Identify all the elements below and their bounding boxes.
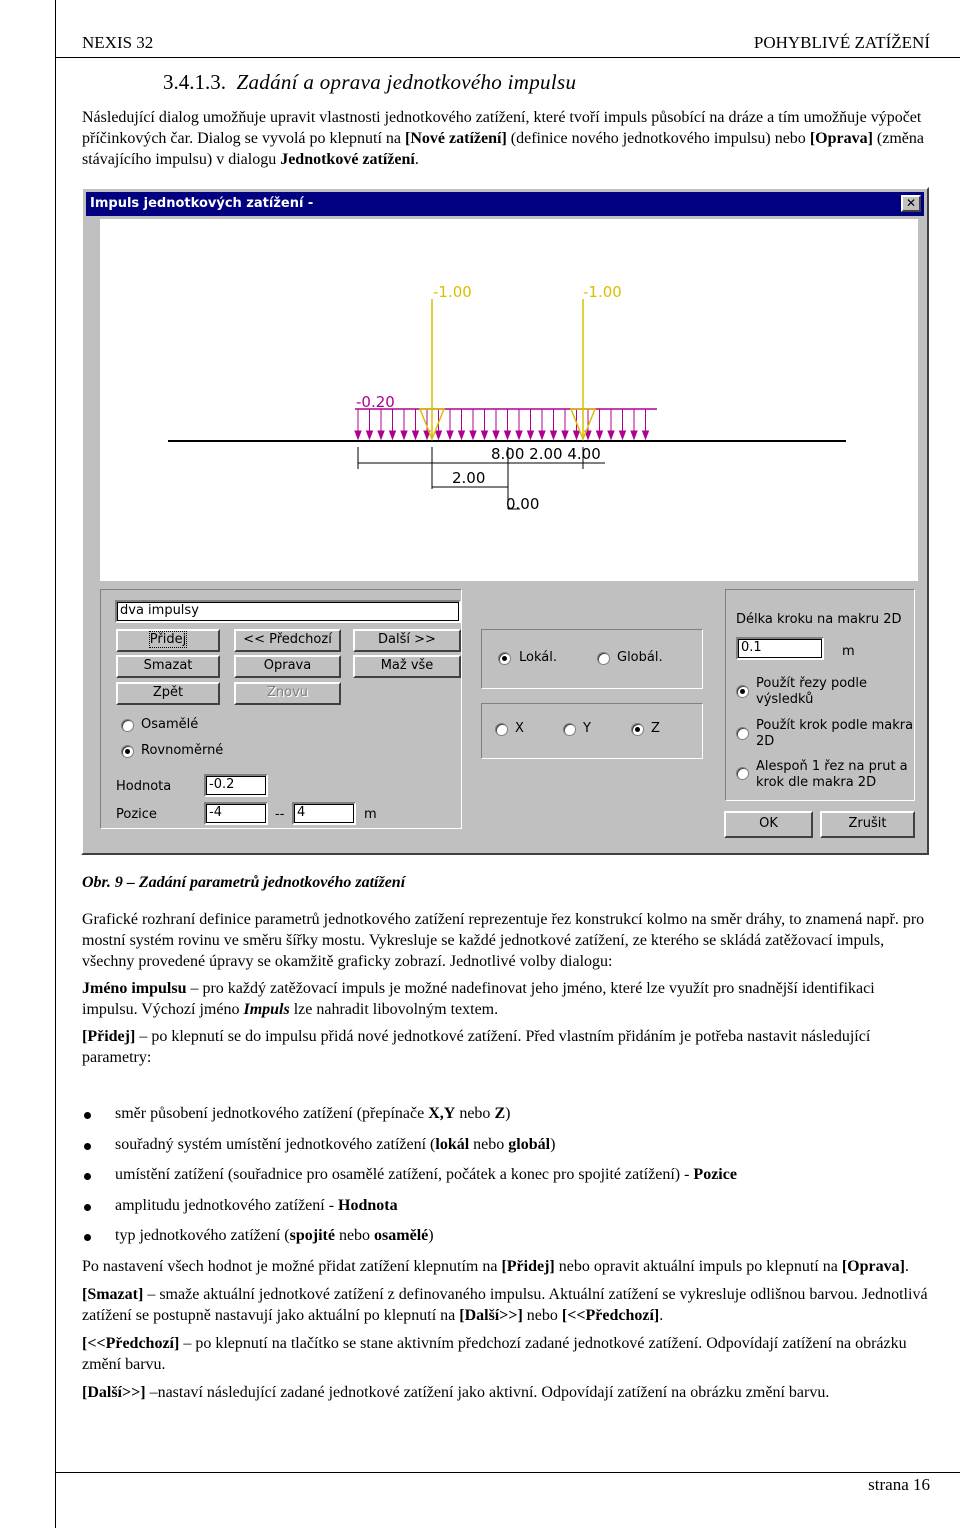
p2-text2: lze nahradit libovolným textem. (289, 1001, 499, 1018)
opt2-line2: 2D (756, 734, 775, 749)
p7-bold: [Další>>] (82, 1384, 146, 1401)
section-heading (163, 70, 576, 95)
header-rule (55, 57, 960, 58)
li1-text3: ) (505, 1105, 511, 1122)
header-left: NEXIS 32 (82, 33, 154, 52)
dir-x-radio[interactable] (495, 723, 508, 736)
position-unit: m (364, 807, 377, 822)
dist-load-arrowhead (470, 431, 476, 439)
dist-load-arrowhead (459, 431, 465, 439)
p5-text: – smaže aktuální jednotkové zatížení z definovaného impulsu. Aktuální zatížení se vykresluje odlišnou barvou. Jednotlivá zatížení se postupně nastavují jako aktuální po klepnutí na (82, 1286, 928, 1324)
paragraph-4 (82, 1256, 932, 1277)
p2-bold-italic: Impuls (243, 1001, 290, 1018)
li5-bold2: osamělé (374, 1227, 429, 1244)
section-title: Zadání a oprava jednotkového impulsu (236, 70, 577, 94)
p5-bold: [Smazat] (82, 1286, 144, 1303)
intro-text: (definice nového jednotkového impulsu) nebo (506, 130, 810, 147)
paragraph-6 (82, 1333, 932, 1375)
li5-text2: nebo (334, 1227, 375, 1244)
point-load-2 (571, 299, 595, 439)
dist-load-arrowhead (562, 431, 568, 439)
bullet-4 (84, 1204, 91, 1211)
opt3-line1: Alespoň 1 řez na prut a (756, 759, 908, 774)
opt1-line2: výsledků (756, 692, 814, 707)
local-radio[interactable] (498, 652, 511, 665)
use-macro-step-label (756, 718, 913, 750)
impulse-name-input[interactable]: dva impulsy (115, 600, 461, 623)
dist-load-arrowhead (436, 431, 442, 439)
li1-text: směr působení jednotkového zatížení (přepínače (115, 1105, 429, 1122)
load-diagram (100, 219, 918, 581)
uniform-load-radio[interactable] (121, 745, 134, 758)
li4-bold: Hodnota (338, 1197, 398, 1214)
dist-load-arrows (355, 409, 649, 439)
li5-text3: ) (428, 1227, 434, 1244)
close-button[interactable]: ✕ (901, 195, 921, 212)
bullet-2 (84, 1143, 91, 1150)
dist-load-arrowhead (528, 431, 534, 439)
dist-load-arrowhead (574, 431, 580, 439)
p6-bold: [<<Předchozí] (82, 1335, 180, 1352)
value-label: Hodnota (116, 779, 172, 794)
bullet-1 (84, 1112, 91, 1119)
paragraph-7 (82, 1382, 932, 1403)
local-label: Lokál. (519, 650, 557, 665)
use-macro-step-radio[interactable] (736, 727, 749, 740)
coord-system-group (481, 629, 703, 689)
dialog-title: Impuls jednotkových zatížení - (90, 196, 314, 211)
dim-mid-label: 2.00 (452, 469, 486, 487)
previous-button[interactable]: << Předchozí (234, 629, 341, 652)
global-radio[interactable] (597, 652, 610, 665)
body-text-2 (82, 1256, 932, 1403)
dist-load-arrowhead (608, 431, 614, 439)
add-button-label: Přidej (149, 632, 187, 647)
dir-y-radio[interactable] (563, 723, 576, 736)
use-result-cuts-label (756, 676, 867, 708)
li2-text: souřadný systém umístění jednotkového zatížení ( (115, 1136, 436, 1153)
li1-text2: nebo (455, 1105, 495, 1122)
value-input[interactable]: -0.2 (204, 774, 268, 797)
intro-text: . (414, 151, 419, 168)
p4-bold: [Přidej] (501, 1258, 555, 1275)
li5-text: typ jednotkového zatížení ( (115, 1227, 290, 1244)
undo-button[interactable]: Zpět (116, 682, 220, 705)
list-item-3 (115, 1166, 737, 1184)
header-right: POHYBLIVÉ ZATÍŽENÍ (753, 33, 930, 52)
p2-text: – pro každý zatěžovací impuls je možné nadefinovat jeho jméno, které lze využít pro snadnější identifikaci impulsu. Výchozí jméno (82, 980, 875, 1018)
dir-x-label: X (515, 721, 524, 736)
li5-bold: spojité (289, 1227, 335, 1244)
p5-text2: nebo (522, 1307, 562, 1324)
intro-bold: Jednotkové zatížení (280, 151, 415, 168)
bullet-3 (84, 1173, 91, 1180)
paragraph-5 (82, 1284, 932, 1326)
dist-load-arrowhead (631, 431, 637, 439)
load1-label: -1.00 (433, 283, 472, 301)
li2-bold2: globál (508, 1136, 551, 1153)
ok-button[interactable]: OK (724, 811, 813, 838)
single-load-label: Osamělé (141, 717, 199, 732)
li1-bold: X,Y (428, 1105, 456, 1122)
dist-load-arrowhead (355, 431, 361, 439)
p5-bold2: [Další>>] (459, 1307, 523, 1324)
bullet-5 (84, 1234, 91, 1241)
paragraph-3 (82, 1026, 932, 1068)
dist-load-arrowhead (390, 431, 396, 439)
page-number: strana 16 (868, 1475, 930, 1494)
position-label: Pozice (116, 807, 157, 822)
p3-bold: [Přidej] (82, 1028, 136, 1045)
body-text (82, 909, 932, 1075)
min-one-cut-radio[interactable] (736, 767, 749, 780)
list-item-2 (115, 1136, 555, 1154)
dist-load-arrowhead (447, 431, 453, 439)
dist-load-arrowhead (551, 431, 557, 439)
intro-text: Následující dialog umožňuje upravit vlastnosti jednotkového zatížení, které tvoří impuls působící na dráze a tím umožňuje výpočet příčinkových čar. Dialog se vyvolá po klepnutí na (82, 109, 922, 147)
p6-text: – po klepnutí na tlačítko se stane aktivním předchozí zadané jednotkové zatížení. Odpovídají zatížení na obrázku změní barvu. (82, 1335, 907, 1373)
dist-load-arrowhead (516, 431, 522, 439)
list-item-1 (115, 1105, 510, 1123)
page-margin-line (55, 0, 56, 1528)
p7-text: –nastaví následující zadané jednotkové zatížení jako aktivní. Odpovídají zatížení na obrázku změní barvu. (145, 1384, 830, 1401)
opt1-line1: Použít řezy podle (756, 676, 868, 691)
dist-load-arrowhead (378, 431, 384, 439)
dist-load-arrowhead (401, 431, 407, 439)
position-to-input[interactable]: 4 (292, 802, 356, 825)
step-length-input[interactable]: 0.1 (736, 637, 824, 660)
dim-bot-label: 0.00 (506, 495, 540, 513)
single-load-radio[interactable] (121, 719, 134, 732)
dir-y-label: Y (583, 721, 591, 736)
li2-bold: lokál (435, 1136, 470, 1153)
li3-bold: Pozice (693, 1166, 737, 1183)
dist-load-arrowhead (643, 431, 649, 439)
step-length-label: Délka kroku na makru 2D (736, 612, 902, 627)
figure-caption: Obr. 9 – Zadání parametrů jednotkového zatížení (82, 874, 406, 891)
min-one-cut-label (756, 759, 908, 791)
load-preview-canvas (100, 219, 918, 581)
li1-bold2: Z (494, 1105, 506, 1122)
position-from-input[interactable]: -4 (204, 802, 268, 825)
intro-paragraph (82, 107, 932, 170)
p5-bold3: [<<Předchozí] (561, 1307, 660, 1324)
dist-load-arrowhead (482, 431, 488, 439)
dist-load-arrowhead (493, 431, 499, 439)
intro-text: (změna stávajícího impulsu) v dialogu (82, 130, 924, 168)
dist-load-arrowhead (539, 431, 545, 439)
dims-top-label: 8.00 2.00 4.00 (491, 445, 601, 463)
li2-text3: ) (550, 1136, 556, 1153)
add-button[interactable] (116, 629, 220, 652)
opt2-line1: Použít krok podle makra (756, 718, 914, 733)
p5-text3: . (659, 1307, 664, 1324)
section-number: 3.4.1.3. (163, 70, 226, 94)
intro-bold: [Nové zatížení] (405, 130, 507, 147)
p4-text2: nebo opravit aktuální impuls po klepnutí na (554, 1258, 842, 1275)
delete-button[interactable]: Smazat (116, 655, 220, 678)
li3-text: umístění zatížení (souřadnice pro osamělé zatížení, počátek a konec pro spojité zatížení) - (115, 1166, 694, 1183)
list-item-5 (115, 1227, 434, 1245)
paragraph-2 (82, 978, 932, 1020)
opt3-line2: krok dle makra 2D (756, 775, 877, 790)
uniform-load-label: Rovnoměrné (141, 743, 224, 758)
cancel-button[interactable]: Zrušit (820, 811, 915, 838)
p4-bold2: [Oprava] (841, 1258, 905, 1275)
li2-text2: nebo (469, 1136, 509, 1153)
dist-load-arrowhead (505, 431, 511, 439)
p4-text: Po nastavení všech hodnot je možné přidat zatížení klepnutím na (82, 1258, 502, 1275)
dist-label: -0.20 (356, 393, 395, 411)
paragraph-1: Grafické rozhraní definice parametrů jednotkového zatížení reprezentuje řez konstrukcí kolmo na směr dráhy, to znamená např. pro mostní systém rovinu ve směru šířky mostu. Vykresluje se každé jednotkové zatížení, ze kterého se skládá zatěžovací impuls, všechny provedené úpravy se okamžitě graficky zobrazí. Jednotlivé volby dialogu: (82, 911, 925, 970)
next-button[interactable]: Další >> (353, 629, 461, 652)
dist-load-arrowhead (413, 431, 419, 439)
li4-text: amplitudu jednotkového zatížení - (115, 1197, 339, 1214)
p2-bold: Jméno impulsu (82, 980, 187, 997)
p4-text3: . (904, 1258, 909, 1275)
use-result-cuts-radio[interactable] (736, 685, 749, 698)
dist-load-arrowhead (620, 431, 626, 439)
global-label: Globál. (617, 650, 663, 665)
footer-rule (55, 1472, 960, 1473)
dialog-titlebar (86, 192, 924, 216)
position-separator: -- (275, 807, 285, 822)
impulse-dialog (81, 187, 929, 855)
point-load-1 (420, 299, 444, 439)
list-item-4 (115, 1197, 398, 1215)
dist-load-arrowhead (597, 431, 603, 439)
step-unit: m (842, 644, 855, 659)
dir-z-radio[interactable] (631, 723, 644, 736)
load2-label: -1.00 (583, 283, 622, 301)
p3-text: – po klepnutí se do impulsu přidá nové jednotkové zatížení. Před vlastním přidáním je potřeba nastavit následující parametry: (82, 1028, 871, 1066)
redo-button[interactable]: Znovu (234, 682, 341, 705)
delete-all-button[interactable]: Maž vše (353, 655, 461, 678)
dist-load-arrowhead (367, 431, 373, 439)
dir-z-label: Z (651, 721, 660, 736)
intro-bold: [Oprava] (809, 130, 873, 147)
edit-button[interactable]: Oprava (234, 655, 341, 678)
